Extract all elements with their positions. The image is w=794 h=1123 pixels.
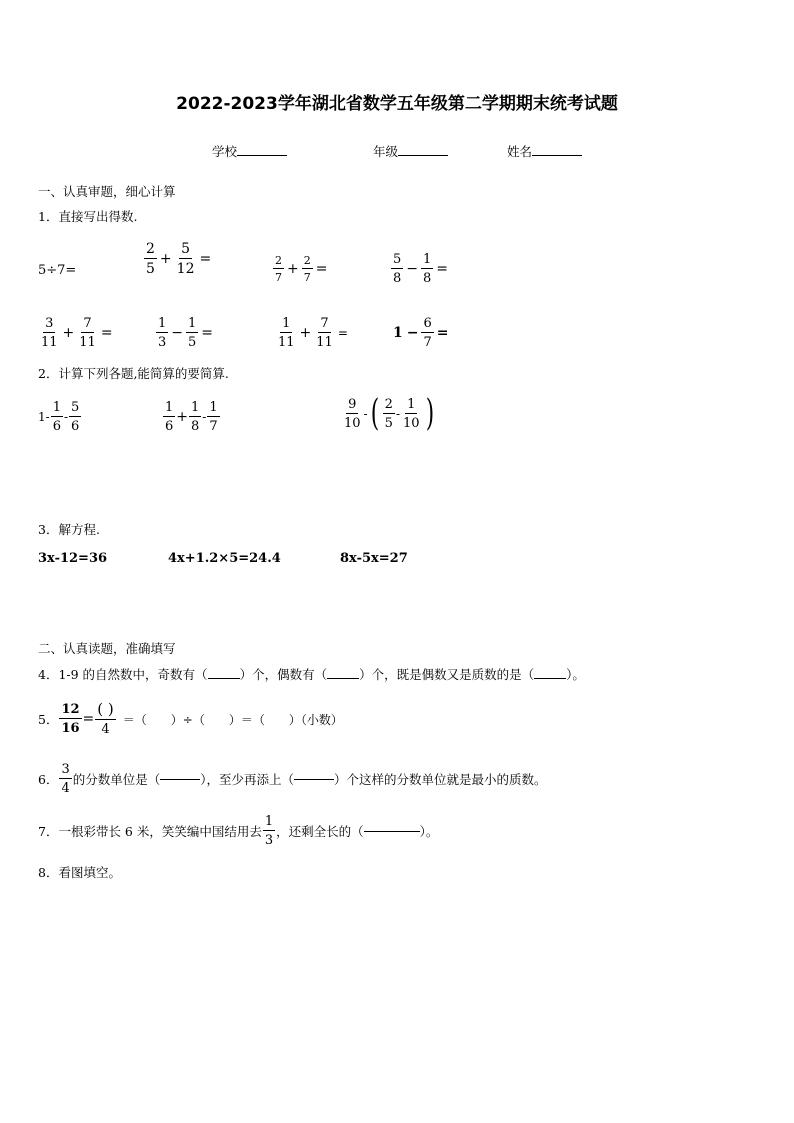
fraction: $\frac{5}{6}$ — [71, 400, 80, 434]
question-1-label: 1．直接写出得数. — [38, 209, 138, 224]
q1-expr-3: $\frac{2}{7}$ + $\frac{2}{7}$ = — [275, 254, 328, 284]
question-6: 6． $\frac{3}{4}$ 的分数单位是（ ），至少再添上（ ）个这样的分数单位就是最小的质数。 — [38, 762, 547, 796]
fraction: $\frac{12}{16}$ — [61, 702, 80, 736]
page-title: 2022-2023学年湖北省数学五年级第二学期期末统考试题 — [176, 94, 618, 114]
fraction: $\frac{2}{5}$ — [146, 241, 155, 277]
q3-equation-3: 8x-5x=27 — [340, 551, 408, 566]
fraction: $\frac{1}{10}$ — [403, 397, 420, 431]
fraction: $\frac{6}{7}$ — [423, 316, 432, 350]
q2-expr-1: 1- $\frac{1}{6}$ - $\frac{5}{6}$ — [38, 400, 80, 434]
school-blank[interactable] — [237, 155, 287, 156]
fraction: $\frac{5}{12}$ — [176, 241, 195, 277]
fraction: $\frac{1}{6}$ — [52, 400, 61, 434]
fraction: $\frac{7}{11}$ — [79, 316, 96, 350]
q1-expr-8: 1 − $\frac{6}{7}$ = — [393, 316, 449, 350]
fraction: $\frac{1}{8}$ — [191, 400, 200, 434]
q3-equation-2: 4x+1.2×5=24.4 — [168, 551, 281, 566]
fraction: $\frac{2}{7}$ — [275, 254, 282, 284]
section-1-heading: 一、认真审题，细心计算 — [38, 184, 176, 199]
name-label: 姓名 — [507, 144, 533, 159]
answer-blank[interactable] — [294, 779, 334, 780]
fraction: $\frac{3}{4}$ — [61, 762, 70, 796]
q3-equation-1: 3x-12=36 — [38, 551, 108, 566]
fraction: $\frac{2}{5}$ — [384, 397, 393, 431]
section-2-heading: 二、认真读题，准确填写 — [38, 641, 176, 656]
fraction: $\frac{7}{11}$ — [316, 316, 333, 350]
school-label: 学校 — [212, 144, 238, 159]
school-field[interactable] — [212, 142, 287, 160]
q2-expr-3: $\frac{9}{10}$ -( $\frac{2}{5}$ - $\frac{1}{10}$ ) — [344, 393, 434, 434]
q2-expr-2: $\frac{1}{6}$ + $\frac{1}{8}$ - $\frac{1}{7}$ — [165, 400, 218, 434]
fraction: $\frac{1}{6}$ — [165, 400, 174, 434]
fraction-blank[interactable]: $\frac{( )}{4}$ — [97, 700, 114, 737]
q1-expr-7: $\frac{1}{11}$ + $\frac{7}{11}$ = — [278, 316, 348, 350]
fraction: $\frac{1}{3}$ — [158, 316, 167, 350]
fraction: $\frac{9}{10}$ — [344, 397, 361, 431]
grade-field[interactable] — [373, 142, 448, 160]
fraction: $\frac{1}{5}$ — [188, 316, 197, 350]
fraction: $\frac{1}{11}$ — [278, 316, 295, 350]
q1-expr-5: $\frac{3}{11}$ + $\frac{7}{11}$ = — [41, 316, 113, 350]
q1-expr-2: $\frac{2}{5}$ + $\frac{5}{12}$ = — [146, 241, 212, 277]
fraction: $\frac{5}{8}$ — [393, 252, 402, 286]
question-8-label: 8．看图填空。 — [38, 865, 121, 880]
fraction: $\frac{3}{11}$ — [41, 316, 58, 350]
answer-blank[interactable] — [208, 678, 240, 679]
name-field[interactable] — [507, 142, 582, 160]
question-5: 5． $\frac{12}{16}$ = $\frac{( )}{4}$ ＝（ ）÷（ ）＝（ ）（小数） — [38, 700, 343, 737]
answer-blank[interactable] — [327, 678, 359, 679]
fraction: $\frac{2}{7}$ — [303, 254, 311, 284]
fraction: $\frac{1}{7}$ — [209, 400, 218, 434]
question-7: 7．一根彩带长 6 米，笑笑编中国结用去 $\frac{1}{3}$ ，还剩全长的（ ）。 — [38, 814, 439, 848]
answer-blank[interactable] — [364, 831, 420, 832]
answer-blank[interactable] — [160, 779, 200, 780]
name-blank[interactable] — [532, 155, 582, 156]
q1-expr-4: $\frac{5}{8}$ − $\frac{1}{8}$ = — [393, 252, 449, 286]
question-4: 4．1-9 的自然数中，奇数有（ ）个，偶数有（ ）个，既是偶数又是质数的是（ ）。 — [38, 667, 585, 682]
question-3-label: 3．解方程. — [38, 522, 100, 537]
fraction: $\frac{1}{8}$ — [423, 252, 432, 286]
q1-expr-1: 5÷7= — [38, 263, 77, 278]
answer-blank[interactable] — [534, 678, 566, 679]
q1-expr-6: $\frac{1}{3}$ − $\frac{1}{5}$ = — [158, 316, 214, 350]
fraction: $\frac{1}{3}$ — [264, 814, 274, 848]
grade-blank[interactable] — [398, 155, 448, 156]
question-2-label: 2．计算下列各题,能简算的要简算. — [38, 366, 229, 381]
grade-label: 年级 — [373, 144, 399, 159]
